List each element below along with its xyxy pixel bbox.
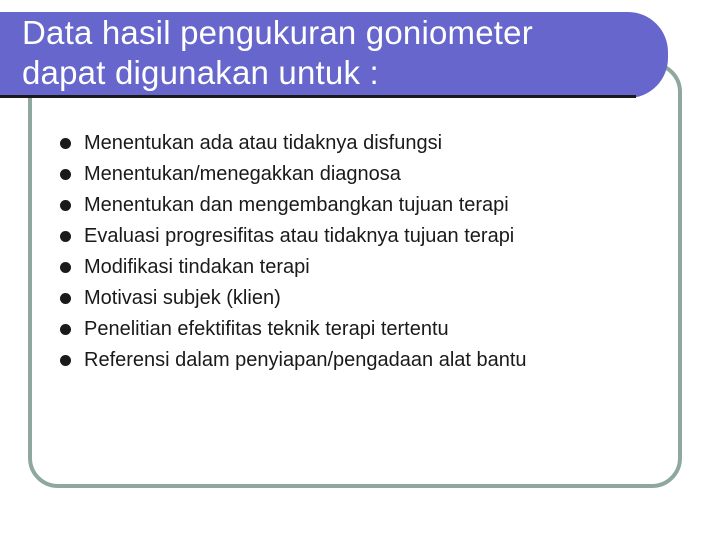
bullet-dot-icon bbox=[60, 200, 71, 211]
bullet-item bbox=[60, 159, 527, 190]
bullet-dot-icon bbox=[60, 169, 71, 180]
bullet-dot-icon bbox=[60, 355, 71, 366]
bullet-text: Motivasi subjek (klien) bbox=[84, 287, 281, 309]
bullet-text: Referensi dalam penyiapan/pengadaan alat bantu bbox=[84, 349, 527, 371]
bullet-text: Menentukan dan mengembangkan tujuan terapi bbox=[84, 194, 509, 216]
bullet-item bbox=[60, 345, 527, 376]
bullet-text: Menentukan/menegakkan diagnosa bbox=[84, 163, 401, 185]
bullet-item bbox=[60, 128, 527, 159]
slide-title bbox=[22, 13, 533, 93]
slide-title-line-2: dapat digunakan untuk : bbox=[22, 54, 379, 91]
bullet-item bbox=[60, 190, 527, 221]
bullet-dot-icon bbox=[60, 262, 71, 273]
bullet-text: Evaluasi progresifitas atau tidaknya tujuan terapi bbox=[84, 225, 515, 247]
bullet-dot-icon bbox=[60, 293, 71, 304]
bullet-item bbox=[60, 252, 527, 283]
bullet-text: Menentukan ada atau tidaknya disfungsi bbox=[84, 132, 443, 154]
bullet-item bbox=[60, 283, 527, 314]
title-underline bbox=[0, 95, 636, 98]
bullet-dot-icon bbox=[60, 324, 71, 335]
bullet-text: Modifikasi tindakan terapi bbox=[84, 256, 310, 278]
bullet-item bbox=[60, 314, 527, 345]
slide-title-line-1: Data hasil pengukuran goniometer bbox=[22, 14, 533, 51]
bullet-list bbox=[60, 128, 527, 376]
bullet-dot-icon bbox=[60, 231, 71, 242]
bullet-item bbox=[60, 221, 527, 252]
bullet-dot-icon bbox=[60, 138, 71, 149]
bullet-text: Penelitian efektifitas teknik terapi tertentu bbox=[84, 318, 449, 340]
